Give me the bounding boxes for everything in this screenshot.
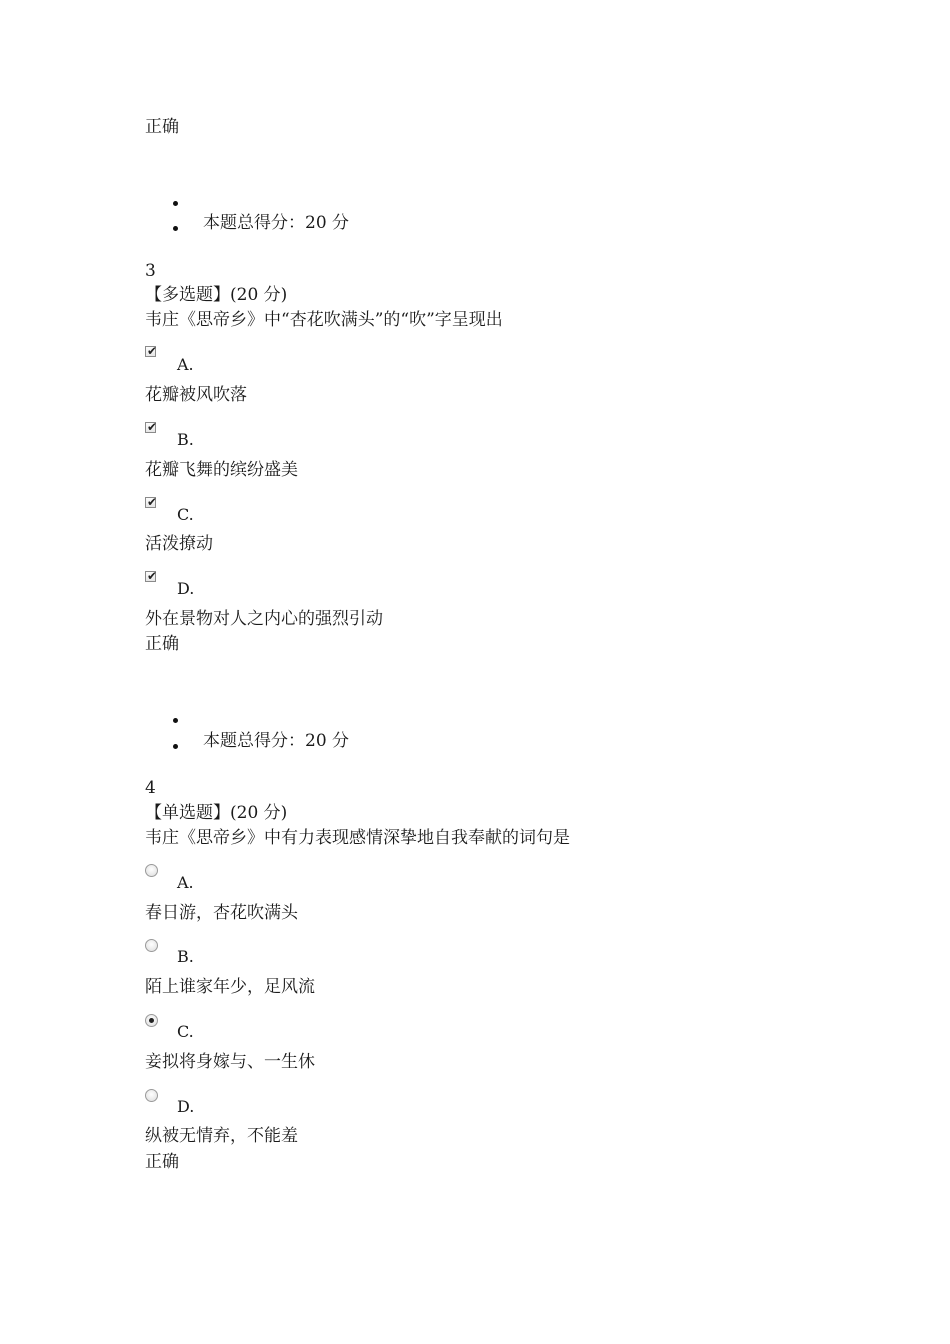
q4-option-a-radio[interactable]: [145, 864, 158, 877]
checkmark-icon: ✔: [147, 344, 158, 358]
q3-type: 【多选题】(20 分): [145, 285, 288, 305]
q3-score-line: 本题总得分：20 分: [203, 731, 350, 751]
q4-option-c-text: 妾拟将身嫁与、一生休: [145, 1052, 315, 1072]
checkmark-icon: ✔: [147, 569, 158, 583]
q4-stem: 韦庄《思帝乡》中有力表现感情深挚地自我奉献的词句是: [145, 828, 570, 848]
q4-number: 4: [145, 778, 156, 798]
q4-option-b-radio[interactable]: [145, 939, 158, 952]
checkmark-icon: ✔: [147, 495, 158, 509]
q3-empty-bullet: [173, 718, 178, 723]
q3-option-d-text: 外在景物对人之内心的强烈引动: [145, 609, 383, 629]
q3-option-b-letter: B.: [177, 430, 194, 449]
q4-option-d-radio[interactable]: [145, 1089, 158, 1102]
q3-score-bullet: [173, 744, 178, 749]
q3-number: 3: [145, 261, 156, 281]
q4-option-d-text: 纵被无情弃，不能羞: [145, 1126, 298, 1146]
q4-type: 【单选题】(20 分): [145, 803, 288, 823]
q2-score-bullet: [173, 226, 178, 231]
q2-empty-bullet: [173, 201, 178, 206]
q3-stem: 韦庄《思帝乡》中“杏花吹满头”的“吹”字呈现出: [145, 310, 503, 330]
q4-option-d-letter: D.: [177, 1097, 195, 1116]
q3-result: 正确: [145, 634, 179, 654]
checkmark-icon: ✔: [147, 420, 158, 434]
q4-option-c-radio[interactable]: [145, 1014, 158, 1027]
q3-option-c-text: 活泼撩动: [145, 534, 213, 554]
q4-option-a-letter: A.: [177, 873, 194, 892]
radio-selected-dot: [149, 1018, 154, 1023]
q4-result: 正确: [145, 1152, 179, 1172]
q3-option-d-letter: D.: [177, 579, 195, 598]
q4-option-b-text: 陌上谁家年少，足风流: [145, 977, 315, 997]
q3-option-d-checkbox[interactable]: [145, 571, 156, 582]
q3-option-b-checkbox[interactable]: [145, 422, 156, 433]
q4-option-b-letter: B.: [177, 947, 194, 966]
q3-option-c-checkbox[interactable]: [145, 497, 156, 508]
q3-option-c-letter: C.: [177, 505, 194, 524]
q3-option-a-letter: A.: [177, 355, 194, 374]
q4-option-c-letter: C.: [177, 1022, 194, 1041]
q2-score-line: 本题总得分：20 分: [203, 213, 350, 233]
q3-option-b-text: 花瓣飞舞的缤纷盛美: [145, 460, 298, 480]
q3-option-a-text: 花瓣被风吹落: [145, 385, 247, 405]
q3-option-a-checkbox[interactable]: [145, 346, 156, 357]
q4-option-a-text: 春日游，杏花吹满头: [145, 903, 298, 923]
q2-result: 正确: [145, 117, 179, 137]
